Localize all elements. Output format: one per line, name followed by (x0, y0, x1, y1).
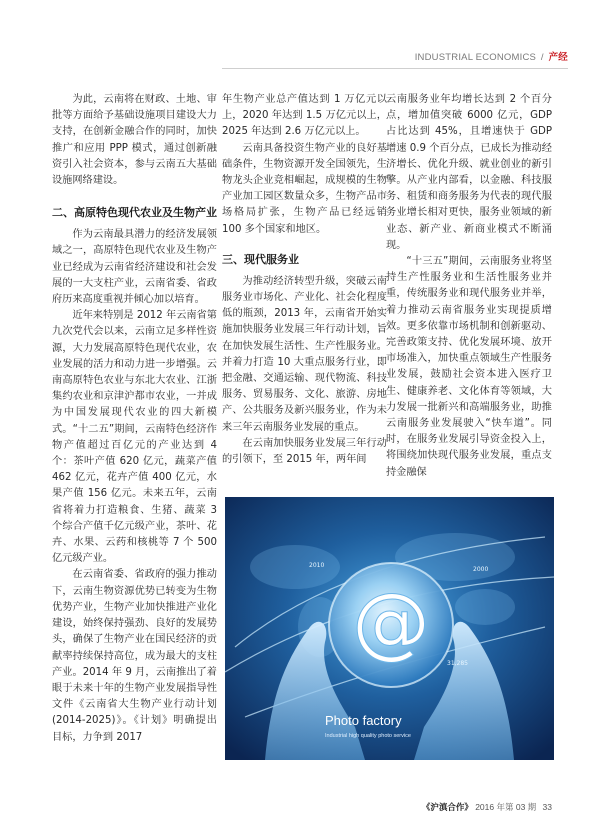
paragraph: 为推动经济转型升级，突破云南服务业市场化、产业化、社会化程度低的瓶颈，2013 年，云南省开始实施加快服务业发展三年行动计划，旨在加快发展生活性、生产性服务业。并着力打造 10 大重点服务行业，即把金融、交通运输、现代物流、科技服务、贸易服务、文化、旅游、房地产、公共服务及新兴服务业，作为未来三年云南服务业发展的重点。 (222, 275, 387, 433)
illustration-svg (225, 497, 554, 760)
header-section-cn: 产经 (548, 52, 568, 63)
footer-magazine: 《沪滇合作》 (421, 802, 473, 812)
annotation-right: 2000 (473, 566, 489, 573)
at-symbol: @ (352, 578, 430, 668)
paragraph: 云南具备投资生物产业的良好基础条件，生物资源开发全国领先，生物龙头企业竞相崛起，成规模的生物产业加工园区数量众多，生物产品市场格局扩张，生物产品已经远销 100 多个国家和地区。 (222, 142, 387, 235)
text-column-2 (222, 92, 387, 468)
paragraph: 近年来特别是 2012 年云南省第九次党代会以来，云南立足多样性资源，大力发展高原特色现代农业，农业发展的活力和动力进一步增强。云南高原特色农业与东北大农业、江浙集约农业和京津沪都市农业，一并成为中国发展现代农业的四大新模式。“十二五”期间，云南特色经济作物产值超过百亿元的产业达到 4 个：茶叶产值 620 亿元，蔬菜产值 462 亿元，花卉产值 400 亿元，水果产值 156 亿元。未来五年，云南省将着力打造粮食、生猪、蔬菜 3 个综合产值千亿元级产业，茶叶、花卉、水果、云药和核桃等 7 个 500 亿元级产业。 (52, 310, 217, 565)
header-rule (222, 68, 568, 69)
watermark-brand: Photo factory (325, 713, 402, 728)
paragraph: 云南服务业年均增长达到 2 个百分点，增加值突破 6000 亿元，GDP 占比达到 45%，且增速快于 GDP 增速 0.9 个百分点，已成长为推动经济增长、优化升级、就业创业的新引擎。从产业内部看，以金融、科技服务、租赁和商务服务为代表的现代服务业增长相对更快，服务业领域的新业态、新产业、新商业模式不断涌现。 (386, 94, 552, 251)
paragraph: “十三五”期间，云南服务业将坚持生产性服务业和生活性服务业并重，传统服务业和现代服务业并举，着力推动云南省服务业实现提质增效。更多依靠市场机制和创新驱动、完善政策支持、优化发展环境、放开市场准入，加快重点领域生产性服务业发展，鼓励社会资本进入医疗卫生、健康养老、文化体育等领域，大力发展一批新兴和高端服务业，助推云南服务业发展驶入“快车道”。同时，在服务业发展引导资金投入上，将围绕加快现代服务业发展，重点支持金融保 (386, 256, 552, 478)
header-topic-en: INDUSTRIAL ECONOMICS (414, 52, 537, 63)
running-header (415, 49, 568, 63)
annotation-bottom: 31,285 (447, 660, 468, 667)
paragraph: 为此，云南将在财政、土地、审批等方面给予基础设施项目建设大力支持，在创新金融合作的同时，加快推广和应用 PPP 模式，通过创新融资引入社会资本，参与云南五大基础设施网络建设。 (52, 94, 217, 187)
section-heading-services: 三、现代服务业 (222, 252, 299, 266)
paragraph: 在云南加快服务业发展三年行动的引领下，至 2015 年，两年间 (222, 437, 387, 466)
paragraph: 年生物产业总产值达到 1 万亿元以上，2020 年达到 1.5 万亿元以上，2025 年达到 2.6 万亿元以上。 (222, 94, 387, 138)
text-column-1 (52, 92, 217, 746)
paragraph: 在云南省委、省政府的强力推动下，云南生物资源优势已转变为生物优势产业，生物产业加快推进产业化建设，始终保持强劲、良好的发展势头，确保了生物产业在国民经济的贡献率持续保持高位，成为最大的支柱产业。2014 年 9 月，云南推出了着眼于未来十年的生物产业发展指导性文件《云南省大生物产业行动计划 (2014-2025)》。《计划》明确提出目标，力争到 2017 (52, 569, 217, 743)
page-number: 33 (542, 802, 552, 812)
paragraph: 作为云南最具潜力的经济发展领域之一，高原特色现代农业及生物产业已经成为云南省经济建设和社会发展的一大支柱产业，云南省委、省政府历来高度重视并倾心加以培育。 (52, 229, 217, 306)
footer-issue: 2016 年第 03 期 (475, 802, 537, 812)
page-footer (422, 801, 552, 813)
section-heading-agriculture: 二、高原特色现代农业及生物产业 (52, 206, 217, 220)
text-column-3 (386, 92, 552, 481)
illustration-hands-at-symbol (225, 497, 554, 760)
annotation-left: 2010 (309, 562, 325, 569)
header-separator: / (540, 52, 544, 63)
watermark-tagline: Industrial high quality photo service (325, 733, 411, 739)
